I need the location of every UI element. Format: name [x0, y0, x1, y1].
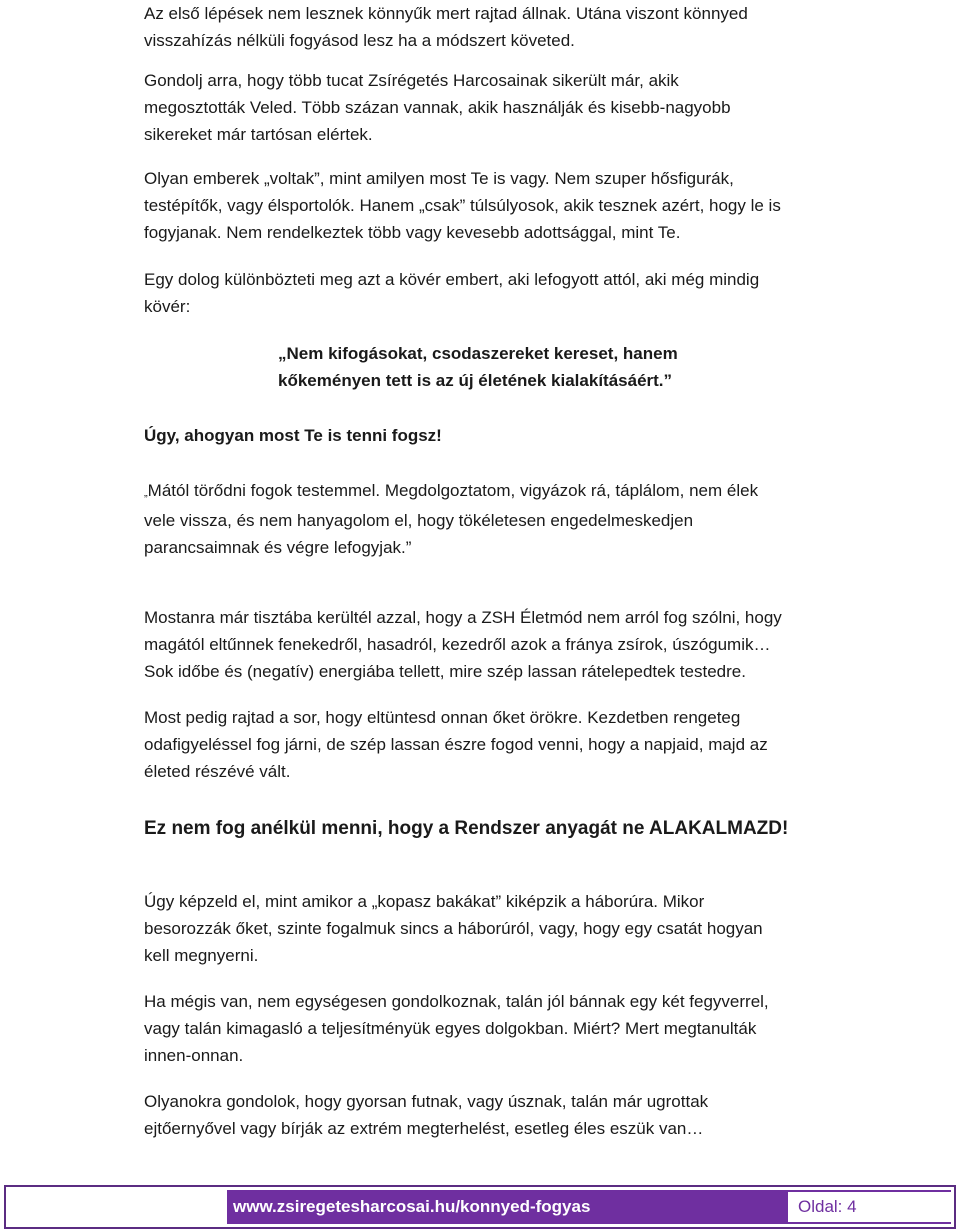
text-line: kell megnyerni.	[144, 946, 259, 965]
quote-line: „Nem kifogásokat, csodaszereket kereset, hanem	[278, 344, 678, 363]
page-footer	[4, 1185, 956, 1229]
text-line: visszahízás nélküli fogyásod lesz ha a módszert követed.	[144, 31, 575, 50]
text-line: Az első lépések nem lesznek könnyűk mert rajtad állnak. Utána viszont könnyed	[144, 4, 748, 23]
text-line: Ez nem fog anélkül menni, hogy a Rendszer anyagát ne ALAKALMAZD!	[144, 818, 789, 839]
text-line: fogyjanak. Nem rendelkeztek több vagy kevesebb adottsággal, mint Te.	[144, 223, 681, 242]
footer-website-link[interactable]: www.zsiregetesharcosai.hu/konnyed-fogyas	[227, 1190, 786, 1224]
paragraph-skills	[144, 988, 769, 1069]
text-line: ejtőernyővel vagy bírják az extrém megterhelést, esetleg éles eszük van…	[144, 1119, 704, 1138]
text-line: Úgy képzeld el, mint amikor a „kopasz bakákat” kiképzik a háborúra. Mikor	[144, 892, 705, 911]
paragraph-pledge	[144, 477, 758, 561]
block-quote	[278, 340, 678, 394]
text-line: parancsaimnak és végre lefogyjak.”	[144, 538, 412, 557]
text-line: odafigyeléssel fog járni, de szép lassan észre fogod venni, hogy a napjaid, majd az	[144, 735, 768, 754]
paragraph-emphasis	[144, 422, 442, 449]
text-line: Egy dolog különbözteti meg azt a kövér embert, aki lefogyott attól, aki még mindig	[144, 270, 760, 289]
paragraph-difference	[144, 266, 759, 320]
paragraph-people	[144, 165, 781, 246]
paragraph-examples	[144, 1088, 708, 1142]
text-line: Sok időbe és (negatív) energiába tellett, mire szép lassan rátelepedtek testedre.	[144, 662, 746, 681]
quote-line: kőkeményen tett is az új életének kialakításáért.”	[278, 371, 673, 390]
text-line: testépítők, vagy élsportolók. Hanem „csak” túlsúlyosok, akik tesznek azért, hogy le is	[144, 196, 781, 215]
paragraph-soldiers	[144, 888, 763, 969]
paragraph-your-turn	[144, 704, 768, 785]
paragraph-intro	[144, 0, 748, 54]
text-line: kövér:	[144, 297, 191, 316]
paragraph-lifestyle	[144, 604, 782, 685]
opening-quote-mark: „	[144, 487, 148, 499]
paragraph-apply-heading	[144, 815, 788, 842]
text-line: Úgy, ahogyan most Te is tenni fogsz!	[144, 426, 442, 445]
footer-inner	[9, 1190, 951, 1224]
text-line: megosztották Veled. Több százan vannak, akik használják és kisebb-nagyobb	[144, 98, 731, 117]
text-line: besorozzák őket, szinte fogalmuk sincs a háborúról, vagy, hogy egy csatát hogyan	[144, 919, 763, 938]
text-line: Ha mégis van, nem egységesen gondolkoznak, talán jól bánnak egy két fegyverrel,	[144, 992, 769, 1011]
text-line: sikereket már tartósan elértek.	[144, 125, 373, 144]
text-line: Olyan emberek „voltak”, mint amilyen most Te is vagy. Nem szuper hősfigurák,	[144, 169, 734, 188]
text-line: vele vissza, és nem hanyagolom el, hogy tökéletesen engedelmeskedjen	[144, 511, 694, 530]
text-line: Olyanokra gondolok, hogy gyorsan futnak, vagy úsznak, talán már ugrottak	[144, 1092, 709, 1111]
text-line: magától eltűnnek fenekedről, hasadról, kezedről azok a fránya zsírok, úszógumik…	[144, 635, 771, 654]
text-line: vagy talán kimagasló a teljesítményük egyes dolgokban. Miért? Mert megtanulták	[144, 1019, 757, 1038]
text-line: Most pedig rajtad a sor, hogy eltüntesd onnan őket örökre. Kezdetben rengeteg	[144, 708, 741, 727]
text-line	[144, 477, 758, 507]
text-line: életed részévé vált.	[144, 762, 291, 781]
text-line: Gondolj arra, hogy több tucat Zsírégetés Harcosainak sikerült már, akik	[144, 71, 679, 90]
page-number: Oldal: 4	[786, 1190, 951, 1224]
text-run: Mától törődni fogok testemmel. Megdolgoztatom, vigyázok rá, táplálom, nem élek	[147, 481, 759, 500]
footer-spacer	[9, 1190, 227, 1224]
text-line: Mostanra már tisztába kerültél azzal, hogy a ZSH Életmód nem arról fog szólni, hogy	[144, 608, 782, 627]
paragraph-warriors	[144, 67, 731, 148]
text-line: innen-onnan.	[144, 1046, 244, 1065]
